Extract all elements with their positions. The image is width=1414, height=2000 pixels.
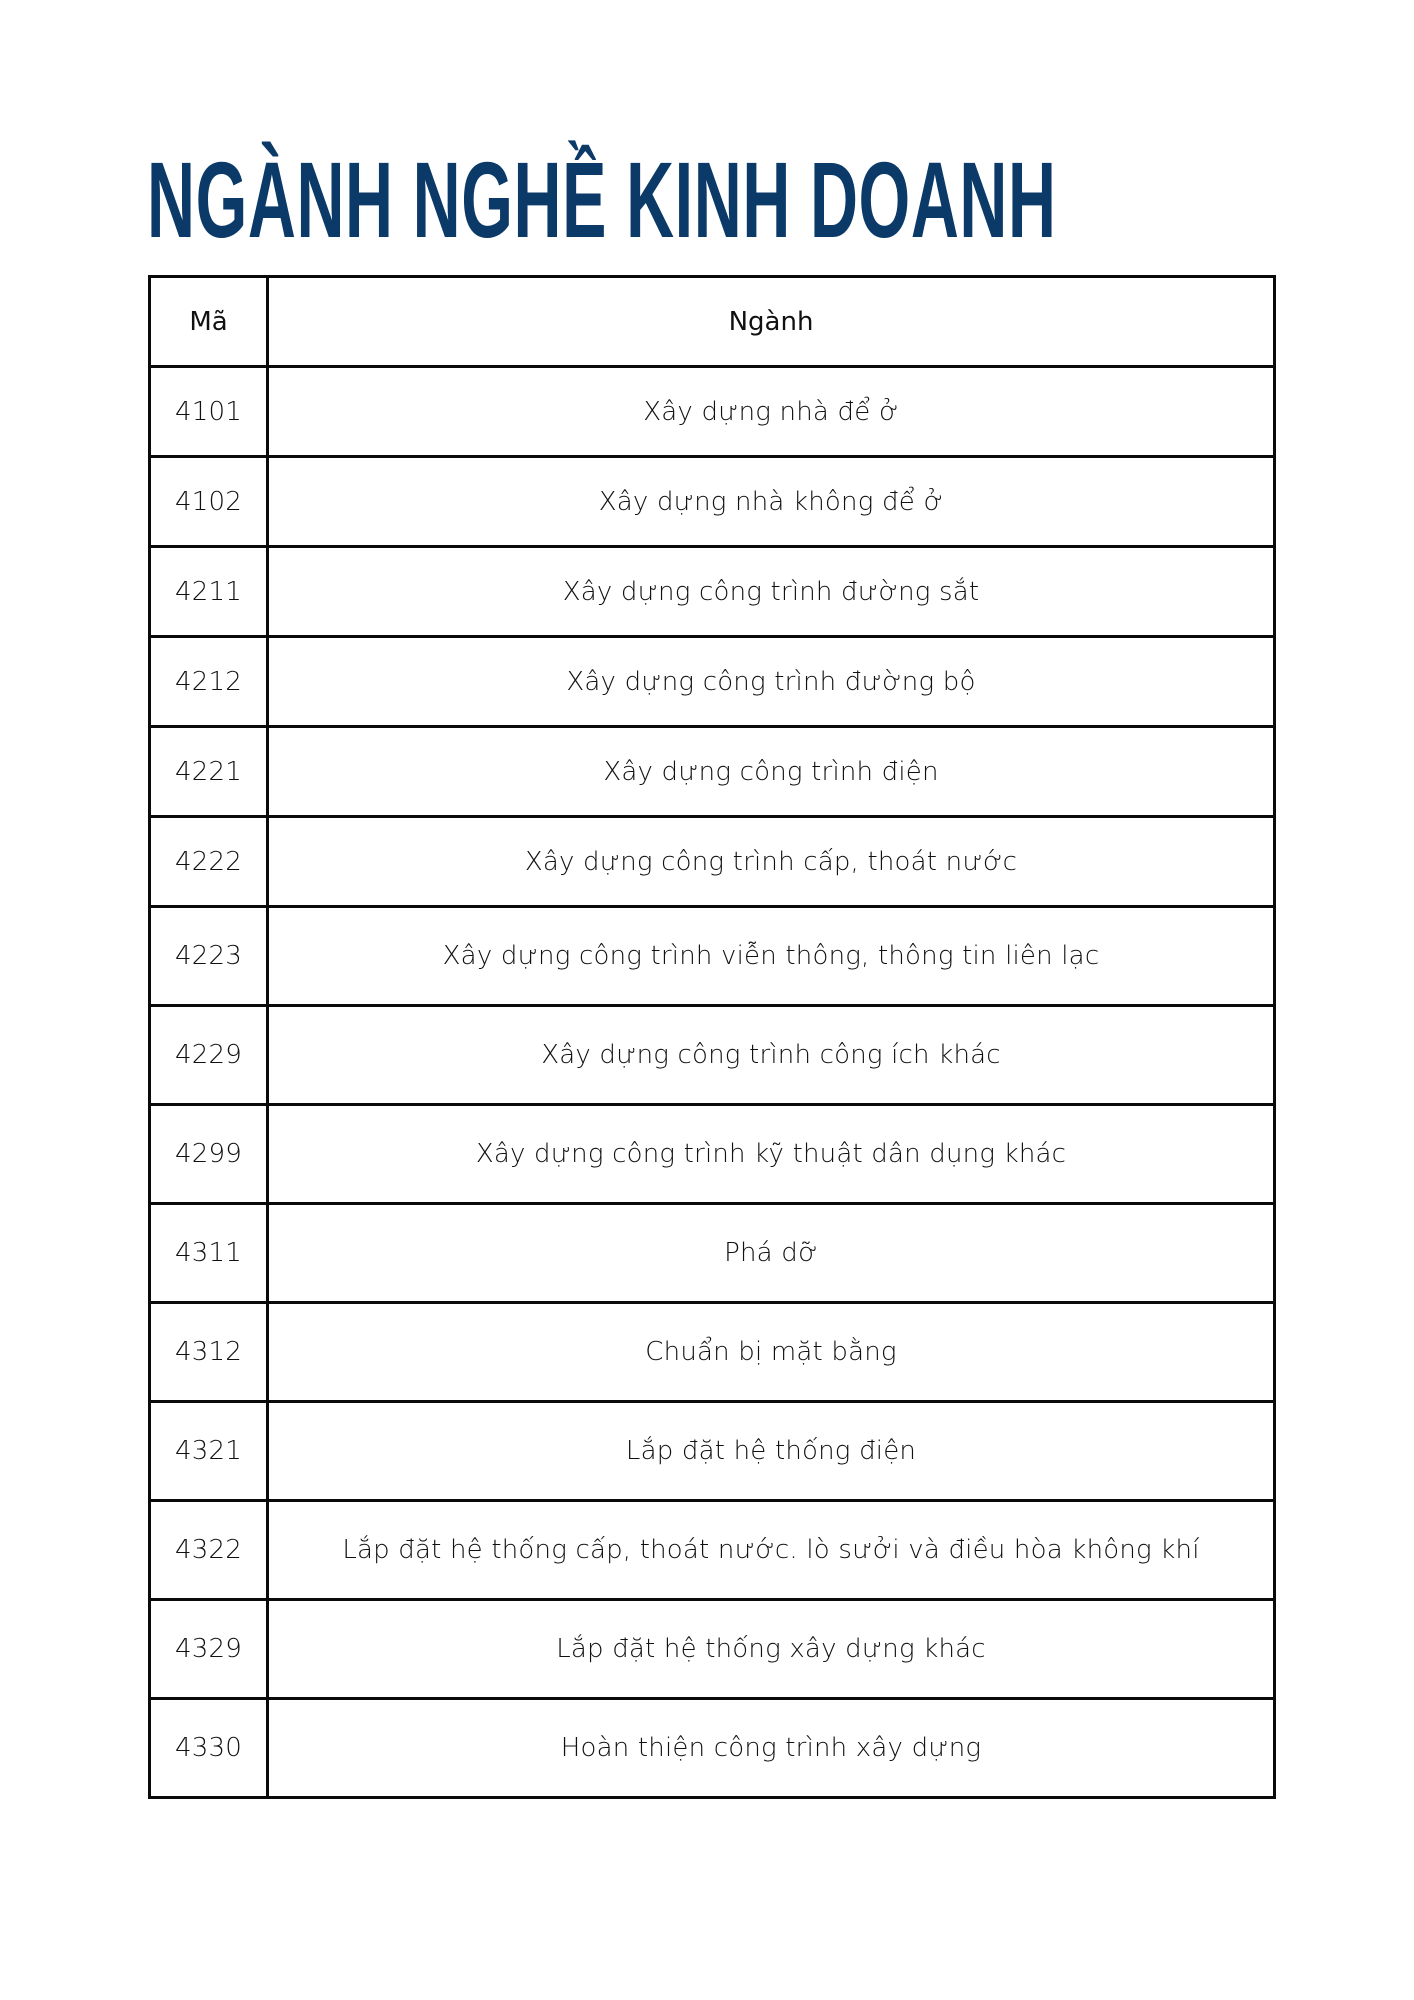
title-container (147, 140, 1347, 260)
name-cell (268, 1402, 1275, 1501)
name-cell (268, 1204, 1275, 1303)
header-code (150, 277, 268, 367)
name-cell (268, 1501, 1275, 1600)
name-cell (268, 727, 1275, 817)
name-cell (268, 367, 1275, 457)
name-cell (268, 907, 1275, 1006)
name-cell (268, 817, 1275, 907)
table-row (150, 367, 1275, 457)
name-cell (268, 547, 1275, 637)
code-text: 4222 (175, 846, 242, 877)
table-row (150, 547, 1275, 637)
name-text: Chuẩn bị mặt bằng (645, 1337, 897, 1367)
code-text: 4329 (175, 1634, 242, 1664)
header-name (268, 277, 1275, 367)
header-code-label: Mã (189, 306, 228, 337)
table-row (150, 727, 1275, 817)
table-row (150, 637, 1275, 727)
table-row (150, 1006, 1275, 1105)
code-text: 4321 (175, 1436, 242, 1466)
table-row (150, 1501, 1275, 1600)
name-text: Xây dựng công trình cấp, thoát nước (524, 846, 1018, 877)
code-cell (150, 1699, 268, 1798)
table-row (150, 1402, 1275, 1501)
code-cell (150, 1600, 268, 1699)
table-row (150, 817, 1275, 907)
code-cell (150, 817, 268, 907)
code-text: 4322 (175, 1535, 242, 1565)
code-text: 4223 (175, 941, 242, 971)
name-text: Xây dựng công trình công ích khác (541, 1040, 1001, 1070)
name-text: Xây dựng nhà không để ở (598, 486, 944, 517)
code-cell (150, 637, 268, 727)
code-text: 4229 (175, 1040, 242, 1070)
name-text: Xây dựng nhà để ở (643, 396, 899, 427)
code-cell (150, 1303, 268, 1402)
code-text: 4211 (175, 576, 242, 607)
code-text: 4312 (175, 1337, 242, 1367)
code-cell (150, 1402, 268, 1501)
code-text: 4221 (175, 756, 242, 787)
code-text: 4212 (175, 666, 242, 697)
name-text: Xây dựng công trình đường sắt (562, 576, 980, 607)
code-text: 4330 (175, 1733, 242, 1763)
code-cell (150, 547, 268, 637)
name-cell (268, 637, 1275, 727)
code-cell (150, 727, 268, 817)
business-lines-table (148, 275, 1276, 1799)
name-cell (268, 1600, 1275, 1699)
name-text: Hoàn thiện công trình xây dựng (560, 1733, 982, 1763)
name-text: Xây dựng công trình viễn thông, thông tin liên lạc (442, 941, 1100, 971)
code-cell (150, 367, 268, 457)
code-cell (150, 1204, 268, 1303)
code-cell (150, 1501, 268, 1600)
name-cell (268, 1303, 1275, 1402)
name-text: Lắp đặt hệ thống xây dựng khác (556, 1634, 986, 1664)
code-cell (150, 1105, 268, 1204)
table-row (150, 907, 1275, 1006)
code-cell (150, 1006, 268, 1105)
code-text: 4102 (175, 486, 242, 517)
name-text: Lắp đặt hệ thống cấp, thoát nước. lò sưởi và điều hòa không khí (342, 1535, 1200, 1565)
name-cell (268, 1699, 1275, 1798)
name-text: Phá dỡ (724, 1238, 818, 1268)
table-row (150, 1204, 1275, 1303)
code-text: 4311 (175, 1238, 242, 1268)
table-row (150, 1105, 1275, 1204)
table-row (150, 1303, 1275, 1402)
name-cell (268, 1006, 1275, 1105)
page-title: NGÀNH NGHỀ KINH DOANH (147, 139, 1057, 260)
code-text: 4299 (175, 1139, 242, 1169)
code-cell (150, 457, 268, 547)
code-cell (150, 907, 268, 1006)
table-row (150, 457, 1275, 547)
table-header-row (150, 277, 1275, 367)
name-text: Xây dựng công trình điện (603, 756, 939, 787)
name-text: Lắp đặt hệ thống điện (625, 1436, 917, 1466)
table-row (150, 1600, 1275, 1699)
header-name-label: Ngành (728, 306, 814, 337)
table-row (150, 1699, 1275, 1798)
name-cell (268, 1105, 1275, 1204)
name-text: Xây dựng công trình đường bộ (566, 666, 976, 697)
name-text: Xây dựng công trình kỹ thuật dân dụng khác (475, 1139, 1067, 1169)
name-cell (268, 457, 1275, 547)
code-text: 4101 (175, 396, 242, 427)
